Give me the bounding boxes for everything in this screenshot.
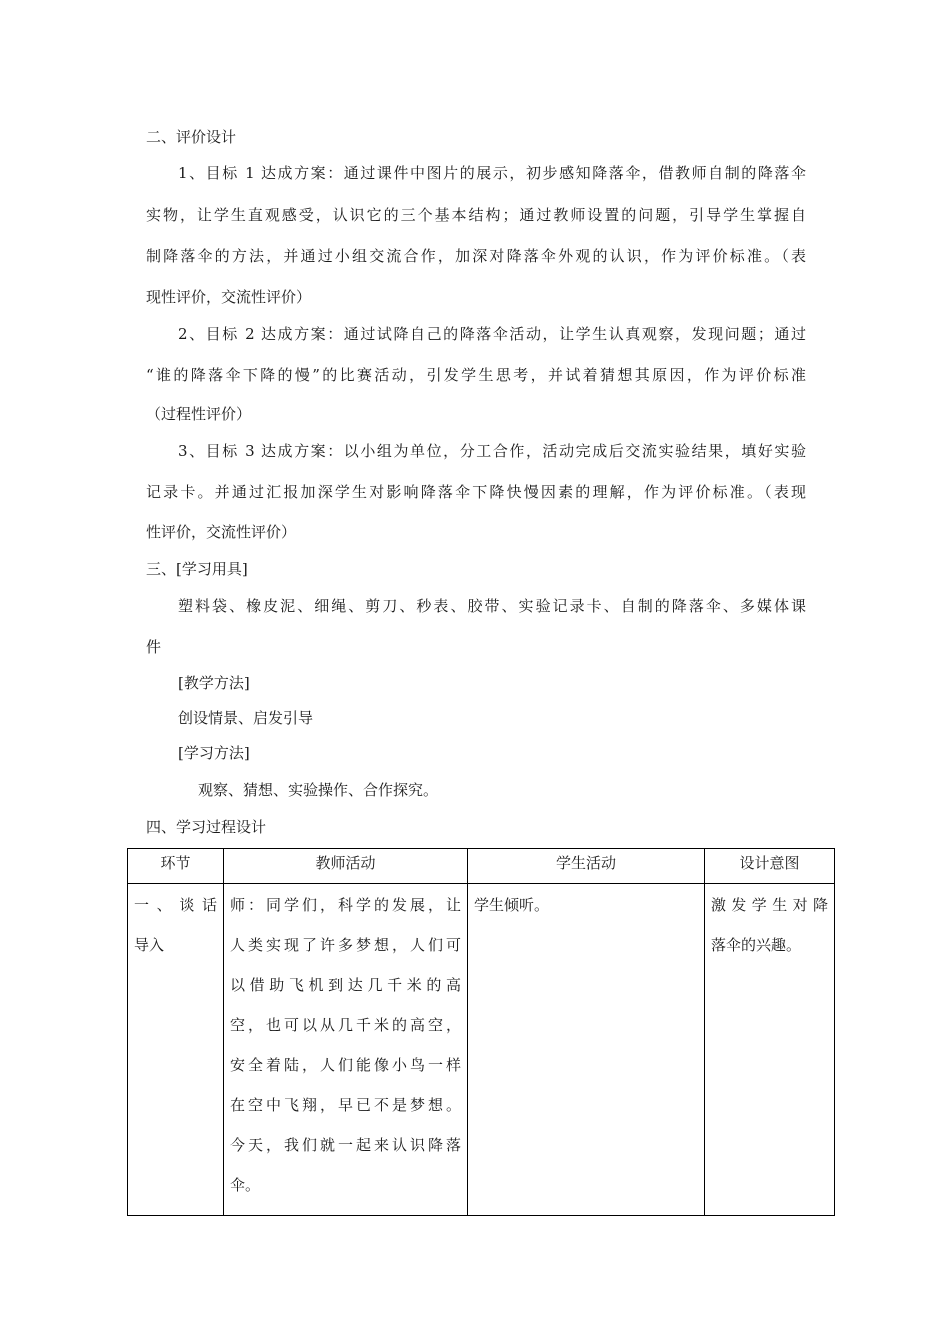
section-title-evaluation: 二、评价设计 (146, 128, 237, 146)
teacher-line: 以借助飞机到达几千米的高 (230, 976, 461, 994)
header-design-intent: 设计意图 (705, 849, 835, 884)
teacher-line: 师：同学们，科学的发展，让 (230, 896, 461, 914)
tools-line-1: 塑料袋、橡皮泥、细绳、剪刀、秒表、胶带、实验记录卡、自制的降落伞、多媒体课 (178, 597, 806, 615)
goal3-line-3: 性评价，交流性评价） (146, 523, 297, 541)
teacher-line: 伞。 (230, 1176, 261, 1194)
student-line: 学生倾听。 (474, 896, 550, 914)
learn-method-text: 观察、猜想、实验操作、合作探究。 (198, 781, 439, 799)
process-table (127, 848, 835, 1216)
table-header-row (128, 849, 835, 884)
cell-stage (128, 884, 224, 1216)
goal2-line-3: （过程性评价） (146, 405, 252, 423)
teach-method-text: 创设情景、启发引导 (178, 709, 314, 727)
teach-method-label: [教学方法] (178, 674, 250, 692)
intent-line: 落伞的兴趣。 (711, 936, 802, 954)
stage-line: 一、谈话 (134, 896, 217, 914)
table-row (128, 884, 835, 1216)
stage-line: 导入 (134, 936, 165, 954)
goal1-line-4: 现性评价，交流性评价） (146, 288, 312, 306)
learn-method-label: [学习方法] (178, 744, 250, 762)
teacher-line: 在空中飞翔，早已不是梦想。 (230, 1096, 461, 1114)
goal1-line-3: 制降落伞的方法，并通过小组交流合作，加深对降落伞外观的认识，作为评价标准。（表 (146, 247, 806, 265)
header-teacher-activity: 教师活动 (224, 849, 468, 884)
teacher-line: 安全着陆，人们能像小鸟一样 (230, 1056, 461, 1074)
teacher-line: 空，也可以从几千米的高空， (230, 1016, 461, 1034)
teacher-line: 今天，我们就一起来认识降落 (230, 1136, 461, 1154)
goal1-line-1: 1、目标 1 达成方案：通过课件中图片的展示，初步感知降落伞，借教师自制的降落伞 (178, 164, 806, 182)
cell-student-activity (468, 884, 705, 1216)
section-title-tools: 三、[学习用具] (146, 560, 248, 578)
goal2-line-2: “谁的降落伞下降的慢”的比赛活动，引发学生思考，并试着猜想其原因，作为评价标准 (146, 366, 806, 384)
header-student-activity: 学生活动 (468, 849, 705, 884)
cell-design-intent (705, 884, 835, 1216)
goal3-line-2: 记录卡。并通过汇报加深学生对影响降落伞下降快慢因素的理解，作为评价标准。（表现 (146, 483, 806, 501)
cell-teacher-activity (224, 884, 468, 1216)
goal2-line-1: 2、目标 2 达成方案：通过试降自己的降落伞活动，让学生认真观察，发现问题；通过 (178, 325, 806, 343)
teacher-line: 人类实现了许多梦想，人们可 (230, 936, 461, 954)
goal3-line-1: 3、目标 3 达成方案：以小组为单位，分工合作，活动完成后交流实验结果，填好实验 (178, 442, 806, 460)
header-stage: 环节 (128, 849, 224, 884)
goal1-line-2: 实物，让学生直观感受，认识它的三个基本结构；通过教师设置的问题，引导学生掌握自 (146, 206, 806, 224)
tools-line-2: 件 (146, 638, 162, 656)
section-title-process: 四、学习过程设计 (146, 818, 267, 836)
intent-line: 激发学生对降 (711, 896, 828, 914)
